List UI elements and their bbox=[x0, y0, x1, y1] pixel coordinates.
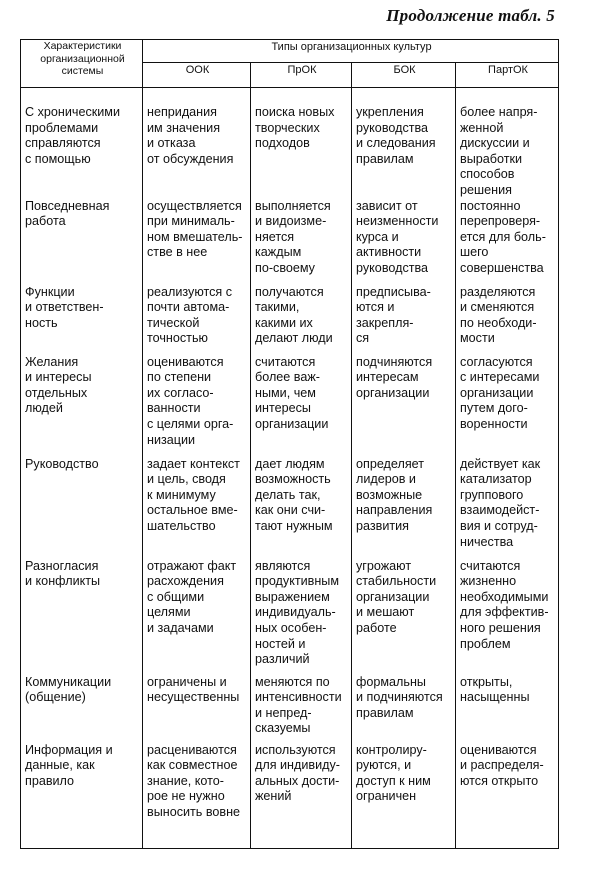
cell-bok: угрожают стабильности организации и мешают работе bbox=[352, 559, 456, 675]
cell-bok: контролиру- руются, и доступ к ним ограничен bbox=[352, 743, 456, 849]
header-culture-types: Типы организационных культур bbox=[143, 40, 559, 63]
cell-partok: открыты, насыщенны bbox=[456, 675, 559, 743]
header-characteristic: Характеристики организационной системы bbox=[21, 40, 143, 88]
column-header-prok: ПрОК bbox=[251, 63, 352, 88]
cell-ook: ограничены и несущественны bbox=[143, 675, 251, 743]
row-characteristic: Функции и ответствен- ность bbox=[21, 285, 143, 355]
row-characteristic: Руководство bbox=[21, 457, 143, 559]
cell-partok: более напря- женной дискуссии и выработки способов решения bbox=[456, 88, 559, 199]
cell-ook: расцениваются как совместное знание, кото- рое не нужно выносить вовне bbox=[143, 743, 251, 849]
cell-ook: непридания им значения и отказа от обсуждения bbox=[143, 88, 251, 199]
row-characteristic: Разногласия и конфликты bbox=[21, 559, 143, 675]
column-header-ook: ООК bbox=[143, 63, 251, 88]
cell-prok: считаются более важ- ными, чем интересы организации bbox=[251, 355, 352, 457]
cell-bok: зависит от неизменности курса и активности руководства bbox=[352, 199, 456, 285]
cell-partok: разделяются и сменяются по необходи- мости bbox=[456, 285, 559, 355]
row-characteristic: Желания и интересы отдельных людей bbox=[21, 355, 143, 457]
cell-ook: оцениваются по степени их согласо- ванности с целями орга- низации bbox=[143, 355, 251, 457]
row-characteristic: С хроническими проблемами справляются с помощью bbox=[21, 88, 143, 199]
cell-partok: постоянно перепроверя- ется для боль- шего совершенства bbox=[456, 199, 559, 285]
table-row bbox=[21, 88, 559, 199]
cell-partok: оцениваются и распределя- ются открыто bbox=[456, 743, 559, 849]
table-row bbox=[21, 559, 559, 675]
cell-ook: реализуются с почти автома- тической точностью bbox=[143, 285, 251, 355]
cell-prok: используются для индивиду- альных дости- жений bbox=[251, 743, 352, 849]
cell-ook: осуществляется при минималь- ном вмешатель- стве в нее bbox=[143, 199, 251, 285]
cell-prok: выполняется и видоизме- няется каждым по-своему bbox=[251, 199, 352, 285]
table-row bbox=[21, 199, 559, 285]
table-continuation-caption: Продолжение табл. 5 bbox=[386, 6, 555, 25]
cell-bok: формальны и подчиняются правилам bbox=[352, 675, 456, 743]
cell-prok: дает людям возможность делать так, как они счи- тают нужным bbox=[251, 457, 352, 559]
table-row bbox=[21, 285, 559, 355]
table-row bbox=[21, 457, 559, 559]
row-characteristic: Повседневная работа bbox=[21, 199, 143, 285]
cell-prok: являются продуктивным выражением индивидуаль- ных особен- ностей и различий bbox=[251, 559, 352, 675]
column-header-bok: БОК bbox=[352, 63, 456, 88]
cell-partok: согласуются с интересами организации путем дого- воренности bbox=[456, 355, 559, 457]
cell-ook: задает контекст и цель, сводя к минимуму остальное вме- шательство bbox=[143, 457, 251, 559]
row-characteristic: Информация и данные, как правило bbox=[21, 743, 143, 849]
cell-partok: действует как катализатор группового взаимодейст- вия и сотруд- ничества bbox=[456, 457, 559, 559]
organizational-cultures-table bbox=[20, 39, 559, 849]
cell-ook: отражают факт расхождения с общими целями и задачами bbox=[143, 559, 251, 675]
row-characteristic: Коммуникации (общение) bbox=[21, 675, 143, 743]
cell-bok: предписыва- ются и закрепля- ся bbox=[352, 285, 456, 355]
cell-bok: подчиняются интересам организации bbox=[352, 355, 456, 457]
cell-prok: поиска новых творческих подходов bbox=[251, 88, 352, 199]
column-header-partok: ПартОК bbox=[456, 63, 559, 88]
cell-bok: определяет лидеров и возможные направления развития bbox=[352, 457, 456, 559]
table-row bbox=[21, 743, 559, 849]
cell-prok: меняются по интенсивности и непред- сказуемы bbox=[251, 675, 352, 743]
cell-prok: получаются такими, какими их делают люди bbox=[251, 285, 352, 355]
table-row bbox=[21, 355, 559, 457]
cell-partok: считаются жизненно необходимыми для эффектив- ного решения проблем bbox=[456, 559, 559, 675]
cell-bok: укрепления руководства и следования правилам bbox=[352, 88, 456, 199]
table-row bbox=[21, 675, 559, 743]
